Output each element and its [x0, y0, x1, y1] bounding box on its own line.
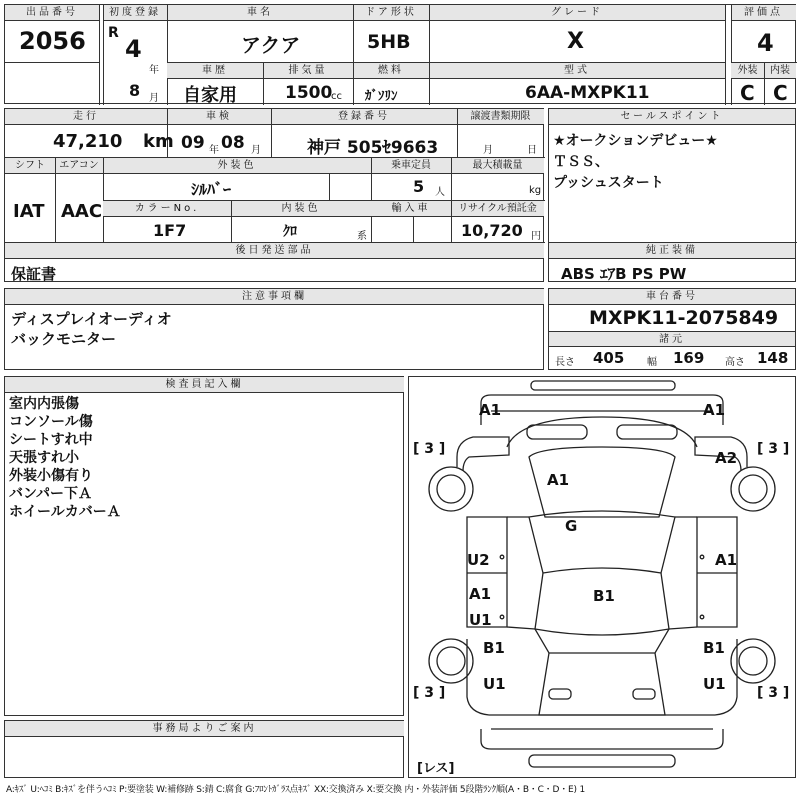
genuine-equipment: ABS ｴｱB PS PW [561, 265, 687, 283]
mark-left-rear-fender: B1 [483, 639, 505, 657]
chassis-box [548, 288, 796, 370]
chassis-label: 車台番号 [549, 289, 795, 305]
exterior-grade: C [740, 81, 755, 105]
color-no-label: カラーNo. [103, 201, 231, 217]
registration-number: 神戸 505ｾ9663 [307, 138, 439, 158]
km-unit: km [143, 131, 174, 152]
sales-point-label: セールスポイント [549, 109, 795, 125]
inspector-note-item: 天張すれ小 [9, 450, 79, 466]
recycle-label: リサイクル預託金 [451, 201, 544, 217]
notes-box [4, 288, 544, 370]
interior-label: 内装 [764, 63, 796, 79]
ext-color-label: 外装色 [103, 158, 371, 174]
tire-rear-right: [ 3 ] [757, 685, 790, 701]
shift-type: IAT [13, 201, 45, 222]
insp-year-unit: 年 [209, 145, 219, 156]
length-value: 405 [593, 349, 625, 367]
mark-hood: A1 [547, 471, 570, 489]
office-label: 事務局よりご案内 [5, 721, 404, 737]
grade-label: グレード [429, 5, 725, 21]
int-color-label: 内装色 [231, 201, 371, 217]
mileage: 47,210 [53, 131, 123, 152]
capacity-label: 乗車定員 [371, 158, 451, 174]
later-parts: 保証書 [11, 265, 57, 283]
inspector-note-item: バンパー下Ａ [9, 486, 93, 502]
inspection-month: 08 [221, 133, 245, 153]
aircon-type: AAC [61, 201, 103, 222]
reg-year: 4 [125, 35, 142, 63]
width-value: 169 [673, 349, 705, 367]
length-label: 長さ [555, 357, 575, 368]
note-item: バックモニター [11, 330, 117, 348]
mark-windshield: G [565, 517, 578, 535]
model-code: 6AA-MXPK11 [525, 83, 650, 103]
displacement: 1500 [285, 83, 333, 103]
sales-point-item: ＴＳＳ、 [553, 154, 609, 170]
height-label: 高さ [725, 357, 745, 368]
mark-roof: B1 [593, 587, 615, 605]
capacity: 5 [413, 177, 425, 196]
score-label: 評価点 [731, 5, 796, 21]
mark-right-rear-fender: B1 [703, 639, 725, 657]
mark-front-bumper-left: A1 [479, 401, 502, 419]
specs-label: 諸元 [549, 331, 795, 347]
mark-right-front-fender: A2 [715, 449, 738, 467]
inspector-note-item: 室内内張傷 [9, 396, 79, 412]
details-section [4, 108, 544, 282]
door-type: 5HB [367, 31, 411, 53]
shift-label: シフト [5, 158, 55, 174]
max-load-label: 最大積載量 [451, 158, 544, 174]
car-diagram [408, 376, 796, 778]
sales-point-item: ★オークションデビュー★ [553, 133, 718, 149]
tire-rear-left: [ 3 ] [413, 685, 446, 701]
color-number: 1F7 [153, 221, 187, 240]
inspector-note-item: コンソール傷 [9, 414, 93, 430]
tire-front-right: [ 3 ] [757, 441, 790, 457]
era-letter: R [108, 25, 119, 41]
inspector-note-item: ホイールカバーＡ [9, 504, 121, 520]
aircon-label: エアコン [55, 158, 103, 174]
legend-text: A:ｷｽﾞ U:ﾍｺﾐ B:ｷｽﾞを伴うﾍｺﾐ P:要塗装 W:補修跡 S:錆 C:腐食 G:ﾌﾛﾝﾄｶﾞﾗｽ点ｷｽﾞ XX:交換済み X:要交換 内・外装評価 5段階ﾗﾝｸ順(A・B・C・D・E) 1 [6, 785, 585, 795]
interior-grade: C [773, 81, 788, 105]
transfer-label: 譲渡書類期限 [457, 109, 544, 125]
mileage-label: 走行 [5, 109, 167, 125]
notes-label: 注意事項欄 [5, 289, 544, 305]
exterior-label: 外装 [731, 63, 764, 79]
width-label: 幅 [647, 357, 657, 368]
registration-label: 登録番号 [271, 109, 457, 125]
mark-left-rear-bottom: U1 [483, 675, 506, 693]
cc-unit: cc [331, 91, 342, 102]
sales-points-box [548, 108, 796, 282]
mark-right-rear-bottom: U1 [703, 675, 726, 693]
yen-unit: 円 [531, 231, 541, 242]
car-history: 自家用 [183, 85, 237, 106]
later-parts-label: 後日発送部品 [5, 243, 544, 259]
lot-number: 2056 [19, 27, 86, 55]
chassis-number: MXPK11-2075849 [589, 307, 779, 329]
fuel-label: 燃料 [353, 63, 429, 79]
transfer-month-unit: 月 [483, 145, 493, 156]
import-label: 輸入車 [371, 201, 451, 217]
year-unit: 年 [149, 65, 159, 76]
model-code-label: 型式 [429, 63, 725, 79]
header-section [4, 4, 796, 104]
height-value: 148 [757, 349, 789, 367]
mark-left-front-door: U2 [467, 551, 490, 569]
score-value: 4 [757, 29, 774, 57]
mark-left-rear-door-a: A1 [469, 585, 492, 603]
mark-front-bumper-right: A1 [703, 401, 726, 419]
displacement-label: 排気量 [263, 63, 353, 79]
mark-left-rear-door-u: U1 [469, 611, 492, 629]
door-label: ドア形状 [353, 5, 429, 21]
first-reg-label: 初度登録 [103, 5, 167, 21]
insp-month-unit: 月 [251, 145, 261, 156]
kg-unit: kg [529, 185, 542, 196]
mark-right-front-door: A1 [715, 551, 738, 569]
inspector-box [4, 376, 404, 716]
inspection-year: 09 [181, 133, 205, 153]
inspection-label: 車検 [167, 109, 271, 125]
month-unit: 月 [149, 93, 159, 104]
inspector-note-item: シートすれ中 [9, 432, 93, 448]
lot-number-label: 出品番号 [5, 5, 99, 21]
capacity-unit: 人 [435, 187, 445, 198]
office-box [4, 720, 404, 778]
history-label: 車歴 [167, 63, 263, 79]
car-name-label: 車名 [167, 5, 353, 21]
genuine-label: 純正装備 [549, 243, 795, 259]
fuel-type: ｶﾞｿﾘﾝ [365, 89, 398, 104]
car-name: アクア [241, 33, 301, 57]
ext-color: ｼﾙﾊﾞｰ [191, 180, 232, 199]
tire-front-left: [ 3 ] [413, 441, 446, 457]
reg-month: 8 [129, 81, 141, 100]
inspector-note-item: 外装小傷有り [9, 468, 93, 484]
grade-value: X [567, 29, 584, 54]
sales-point-item: プッシュスタート [553, 175, 664, 191]
recycle-fee: 10,720 [461, 221, 523, 240]
transfer-day-unit: 日 [527, 145, 537, 156]
inspector-label: 検査員記入欄 [5, 377, 404, 393]
int-color-unit: 系 [357, 231, 367, 242]
int-color: ｸﾛ [283, 224, 297, 240]
spare-tire: [レス] [417, 761, 455, 776]
note-item: ディスプレイオーディオ [11, 310, 172, 328]
